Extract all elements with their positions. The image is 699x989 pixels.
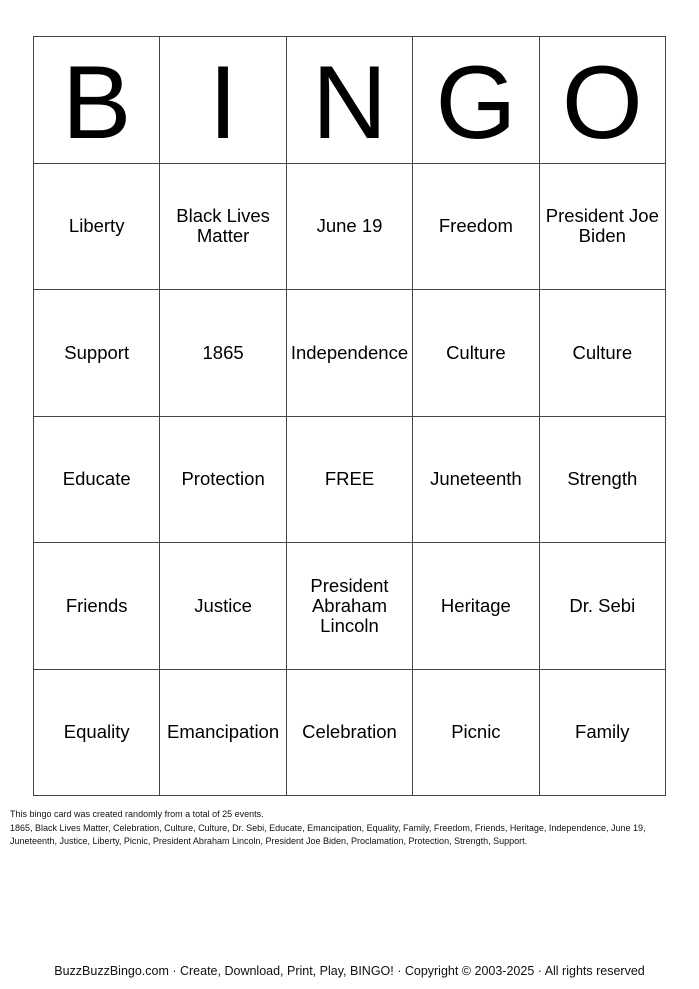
bingo-cell: June 19	[287, 164, 413, 291]
header-letter-g: G	[413, 37, 539, 164]
bingo-cell: Family	[540, 670, 666, 797]
bingo-cell: Equality	[34, 670, 160, 797]
bingo-cell: Support	[34, 290, 160, 417]
note-event-list: 1865, Black Lives Matter, Celebration, Culture, Culture, Dr. Sebi, Educate, Emancipation, Equality, Family, Freedom, Friends, Heritage, Independence, June 19, Juneteenth, Justice, Liberty, Picnic, President Abraham Lincoln, President Joe Biden, Proclamation, Protection, Strength, Support.	[10, 822, 646, 846]
bingo-cell: Freedom	[413, 164, 539, 291]
header-letter-o: O	[540, 37, 666, 164]
header-letter-n: N	[287, 37, 413, 164]
bingo-cell: Black Lives Matter	[160, 164, 286, 291]
bingo-cell: President Joe Biden	[540, 164, 666, 291]
bingo-cell: Independence	[287, 290, 413, 417]
note-summary: This bingo card was created randomly from a total of 25 events.	[10, 809, 264, 819]
bingo-cell: Strength	[540, 417, 666, 544]
card-generation-note	[10, 808, 690, 849]
bingo-cell: Educate	[34, 417, 160, 544]
bingo-cell: Juneteenth	[413, 417, 539, 544]
bingo-cell: Justice	[160, 543, 286, 670]
copyright-footer: BuzzBuzzBingo.com · Create, Download, Print, Play, BINGO! · Copyright © 2003-2025 · All rights reserved	[54, 964, 645, 978]
bingo-cell: Celebration	[287, 670, 413, 797]
bingo-cell: Dr. Sebi	[540, 543, 666, 670]
bingo-cell: Heritage	[413, 543, 539, 670]
bingo-cell: Protection	[160, 417, 286, 544]
bingo-cell: Culture	[413, 290, 539, 417]
bingo-cell: President Abraham Lincoln	[287, 543, 413, 670]
header-letter-i: I	[160, 37, 286, 164]
bingo-cell: Culture	[540, 290, 666, 417]
bingo-cell: Emancipation	[160, 670, 286, 797]
bingo-cell: Friends	[34, 543, 160, 670]
free-space-cell: FREE	[287, 417, 413, 544]
bingo-cell: Picnic	[413, 670, 539, 797]
bingo-card	[33, 36, 666, 796]
bingo-cell: Liberty	[34, 164, 160, 291]
bingo-cell: 1865	[160, 290, 286, 417]
header-letter-b: B	[34, 37, 160, 164]
